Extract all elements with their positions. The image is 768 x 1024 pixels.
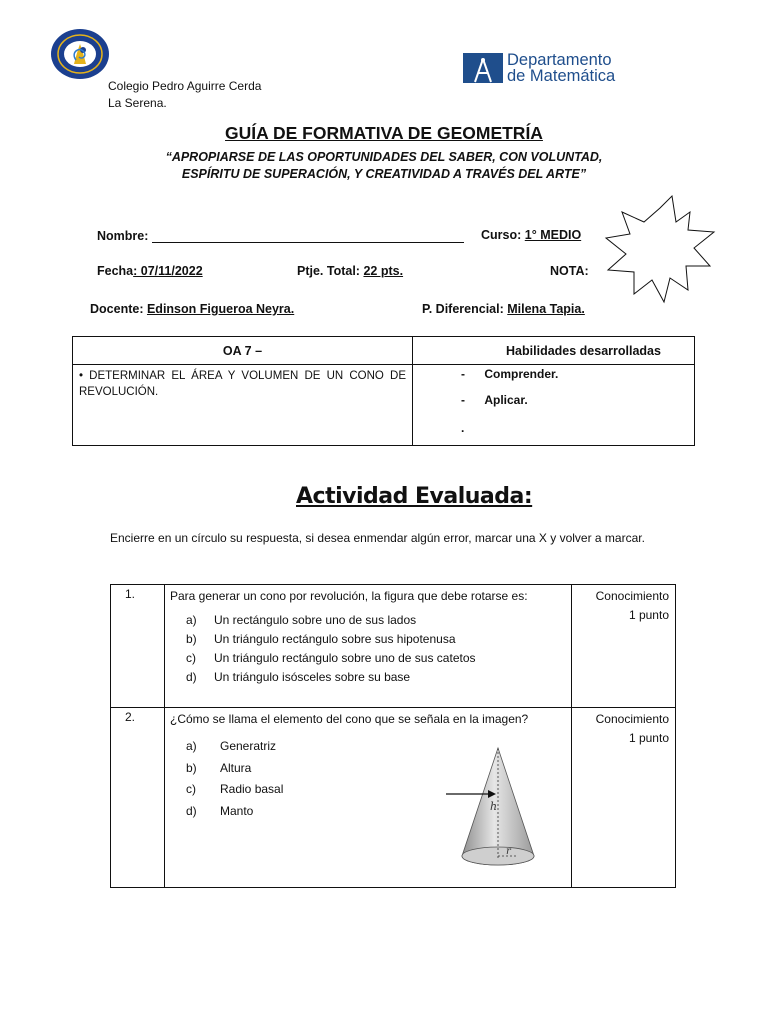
question-text: ¿Cómo se llama el elemento del cono que se señala en la imagen?: [170, 712, 529, 726]
option-a[interactable]: a) Un rectángulo sobre uno de sus lados: [186, 613, 417, 627]
option-c[interactable]: c) Radio basal: [186, 782, 284, 796]
option-c[interactable]: c) Un triángulo rectángulo sobre uno de sus catetos: [186, 651, 476, 665]
skill-item: - Comprender.: [461, 367, 559, 381]
nombre-line[interactable]: [152, 228, 464, 243]
cone-figure: [440, 746, 540, 876]
nombre-field[interactable]: Nombre:: [97, 228, 464, 243]
ptje-field: Ptje. Total: 22 pts.: [297, 264, 404, 278]
questions-table: [110, 584, 676, 888]
question-body: [165, 708, 572, 888]
department-name: Departamento de Matemática: [507, 51, 616, 85]
nota-field: NOTA:: [550, 264, 589, 278]
question-points: Conocimiento 1 punto: [572, 585, 676, 708]
option-a[interactable]: a) Generatriz: [186, 739, 277, 753]
options-list: [186, 611, 566, 687]
school-logo: [50, 28, 110, 80]
trailing-dot: .: [461, 421, 465, 435]
question-text: Para generar un cono por revolución, la figura que debe rotarse es:: [170, 589, 528, 603]
grade-star-shape: [604, 194, 716, 304]
skill-item: - Aplicar.: [461, 393, 528, 407]
curso-field: Curso: 1° MEDIO: [481, 228, 582, 242]
school-name: Colegio Pedro Aguirre Cerda La Serena.: [108, 79, 262, 110]
skills-cell: [413, 365, 695, 446]
question-number: 2.: [111, 708, 165, 888]
page-title: GUÍA DE FORMATIVA DE GEOMETRÍA: [225, 123, 543, 143]
pdif-field: P. Diferencial: Milena Tapia.: [422, 302, 585, 316]
radius-label: r: [506, 846, 511, 857]
oa-header: OA 7 –: [73, 337, 413, 365]
objective-cell: • DETERMINAR EL ÁREA Y VOLUMEN DE UN CONO DE REVOLUCIÓN.: [73, 365, 413, 446]
question-row-1: [111, 585, 676, 708]
activity-title: Actividad Evaluada:: [296, 484, 533, 509]
objectives-table: [72, 336, 695, 446]
instructions: Encierre en un círculo su respuesta, si desea enmendar algún error, marcar una X y volver a marcar.: [110, 531, 645, 545]
question-points: Conocimiento 1 punto: [572, 708, 676, 888]
option-b[interactable]: b) Un triángulo rectángulo sobre sus hipotenusa: [186, 632, 456, 646]
department-logo: [463, 50, 643, 86]
question-body: [165, 585, 572, 708]
option-d[interactable]: d) Manto: [186, 803, 254, 818]
option-d[interactable]: d) Un triángulo isósceles sobre su base: [186, 670, 411, 684]
docente-field: Docente: Edinson Figueroa Neyra.: [90, 302, 295, 316]
fecha-field: Fecha: 07/11/2022: [97, 264, 203, 278]
question-number: 1.: [111, 585, 165, 708]
height-label: h: [490, 800, 498, 813]
compass-icon: [463, 53, 503, 83]
question-row-2: [111, 708, 676, 888]
school-motto: “APROPIARSE DE LAS OPORTUNIDADES DEL SABER, CON VOLUNTAD, ESPÍRITU DE SUPERACIÓN, Y CREATIVIDAD A TRAVÉS DEL ARTE”: [165, 150, 603, 181]
option-b[interactable]: b) Altura: [186, 760, 252, 775]
skills-header: Habilidades desarrolladas: [413, 337, 695, 365]
